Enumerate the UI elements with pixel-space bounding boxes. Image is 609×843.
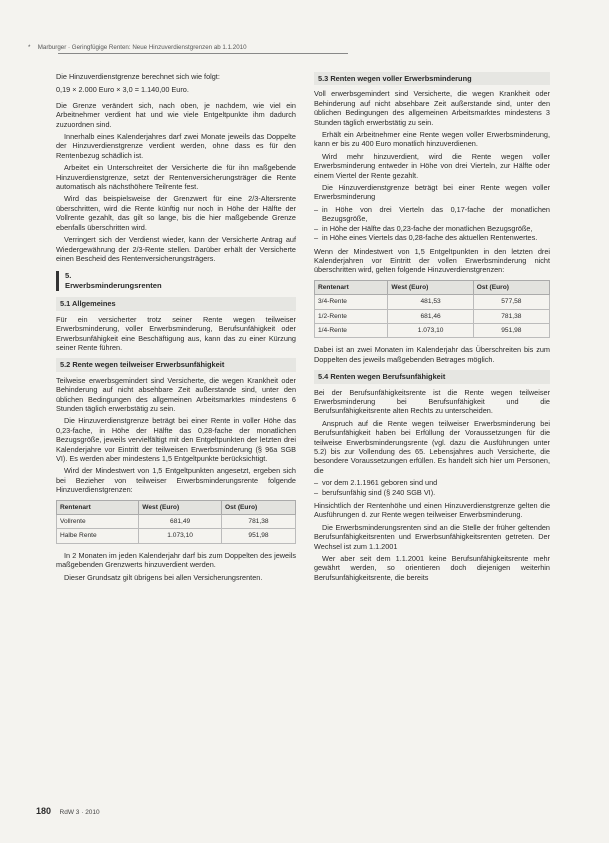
table-header-row — [57, 500, 296, 514]
paragraph: Teilweise erwerbsgemindert sind Versicherte, die wegen Krankheit oder Behinderung auf nicht absehbare Zeit außerstande sind, unter den üblichen Bedingungen des allgemeinen Arbeitsmarktes mindestens 6 Stunden täglich erwerbstätig zu sein. — [56, 375, 296, 413]
column-header: West (Euro) — [139, 500, 222, 514]
subsection-heading: 5.1 Allgemeines — [56, 297, 296, 310]
table-cell: 3/4-Rente — [315, 295, 388, 309]
subsection-heading: 5.2 Rente wegen teilweiser Erwerbsunfähigkeit — [56, 358, 296, 371]
paragraph: Die Hinzuverdienstgrenze beträgt bei einer Rente in voller Höhe das 0,23-fache, in Höhe der Hälfte das 0,28-fache der monatlichen Bezugsgröße, jeweils vervielfältigt mit den Entgeltpunkten der letzten drei Kalenderjahre vor Eintritt der teilweisen Erwerbsminderung (§ 96a SGB VI). Es werden aber mindestens 1,5 Entgeltpunkte berücksichtigt. — [56, 416, 296, 463]
list-item: – berufsunfähig sind (§ 240 SGB VI). — [314, 488, 550, 497]
left-column — [56, 72, 296, 585]
table-cell: 1/2-Rente — [315, 309, 388, 323]
table-row — [315, 295, 550, 309]
subsection-heading: 5.4 Renten wegen Berufsunfähigkeit — [314, 370, 550, 383]
paragraph: Wird mehr hinzuverdient, wird die Rente wegen voller Erwerbsminderung entweder in Höhe von drei Vierteln, zur Hälfte oder einem Viertel der Rente gezahlt. — [314, 151, 550, 180]
bullet-list — [314, 478, 550, 497]
table-cell: 681,49 — [139, 515, 222, 529]
table-cell: 951,98 — [473, 323, 549, 337]
paragraph: Erhält ein Arbeitnehmer eine Rente wegen voller Erwerbsminderung, kann er bis zu 400 Euro monatlich hinzuverdienen. — [314, 130, 550, 149]
paragraph: Für ein versicherter trotz seiner Rente wegen teilweiser Erwerbsminderung, voller Erwerbsminderung, Berufsunfähigkeit oder Erwerbsunfähigkeit eine Beschäftigung aus, kann das zu einer Kürzung seiner Rente führen. — [56, 314, 296, 352]
list-item: – in Höhe der Hälfte das 0,23-fache der monatlichen Bezugsgröße, — [314, 224, 550, 233]
paragraph: Innerhalb eines Kalenderjahres darf zwei Monate jeweils das Doppelte der Hinzuverdienstgrenze verdient werden, ohne dass es für den Rentenbezug schädlich ist. — [56, 132, 296, 160]
formula: 0,19 × 2.000 Euro × 3,0 = 1.140,00 Euro. — [56, 85, 189, 95]
page-number: 180 — [36, 806, 52, 816]
paragraph: Die Grenze verändert sich, nach oben, je nachdem, wie viel ein Arbeitnehmer verdient hat und wie viele Entgeltpunkte ihm dadurch zuzuordnen sind. — [56, 100, 296, 129]
table-cell: 1.073,10 — [388, 323, 473, 337]
paragraph: Anspruch auf die Rente wegen teilweiser Erwerbsminderung bei Berufsunfähigkeit haben bei Erfüllung der Voraussetzungen für die teilweise Erwerbsminderungsrente (vgl. dazu die Ausführungen unter 5.2) bis zur Vollendung des 65. Lebensjahres auch Versicherte, die besondere Voraussetzungen erfüllen. Es handelt sich hier um Personen, die — [314, 418, 550, 475]
paragraph: Wer aber seit dem 1.1.2001 keine Berufsunfähigkeitsrente mehr gewährt werden, so orientieren doch diejenigen weiterhin Berufsunfähigkeitsrente, die bereits — [314, 554, 550, 582]
paragraph: Hinsichtlich der Rentenhöhe und einen Hinzuverdienstgrenze gelten die Ausführungen d. zur Rente wegen teilweiser Erwerbsminderung. — [314, 501, 550, 520]
paragraph: In 2 Monaten im jeden Kalenderjahr darf bis zum Doppelten des jeweils maßgebenden Grenzwerts hinzuverdient werden. — [56, 550, 296, 570]
column-header: Rentenart — [57, 500, 139, 514]
intro-text: Die Hinzuverdienstgrenze berechnet sich wie folgt: — [56, 72, 220, 81]
table-cell: 781,38 — [222, 515, 296, 529]
list-item: – vor dem 2.1.1961 geboren sind und — [314, 478, 550, 487]
paragraph: Dabei ist an zwei Monaten im Kalenderjahr das Überschreiten bis zum Doppelten des jeweils maßgebenden Betrages möglich. — [314, 345, 550, 364]
table-row — [57, 515, 296, 529]
table-row — [315, 323, 550, 337]
table-row — [315, 309, 550, 323]
column-header: Rentenart — [315, 280, 388, 294]
section-title: Erwerbsminderungsrenten — [65, 281, 162, 291]
paragraph: Bei der Berufsunfähigkeitsrente ist die Rente wegen teilweiser Erwerbsminderung bei Berufsunfähigkeit und die Berufsunfähigkeitsrente alten Rechts zu unterscheiden. — [314, 387, 550, 416]
column-header: Ost (Euro) — [222, 500, 296, 514]
table-cell: Halbe Rente — [57, 529, 139, 543]
journal-reference: RdW 3 · 2010 — [59, 809, 100, 816]
section-heading-5 — [56, 271, 296, 291]
table-cell: 481,53 — [388, 295, 473, 309]
page-footer — [36, 806, 100, 816]
table-cell: 1/4-Rente — [315, 323, 388, 337]
limits-table-left — [56, 500, 296, 544]
running-header — [28, 44, 588, 51]
table-cell: 1.073,10 — [139, 529, 222, 543]
list-item: – in Höhe von drei Vierteln das 0,17-fache der monatlichen Bezugsgröße, — [314, 205, 550, 224]
table-cell: 781,38 — [473, 309, 549, 323]
list-item: – in Höhe eines Viertels das 0,28-fache des aktuellen Rentenwertes. — [314, 233, 550, 242]
paragraph: Wird das beispielsweise der Grenzwert für eine 2/3-Altersrente überschritten, wird die Rente künftig nur noch in Höhe der Hälfte der Vollrente gezahlt, das gilt so lange, bis die hier maßgebende Grenze ebenfalls überschritten wird. — [56, 194, 296, 232]
bullet-list — [314, 205, 550, 243]
limits-table-right — [314, 280, 550, 339]
paragraph: Verringert sich der Verdienst wieder, kann der Versicherte Antrag auf Wiedergewährung der 2/3-Rente stellen. Darüber erhält der Versicherte einen Bescheid des Rentenversicherungsträgers. — [56, 235, 296, 263]
paragraph: Voll erwerbsgemindert sind Versicherte, die wegen Krankheit oder Behinderung auf nicht absehbare Zeit außerstande sind, unter den üblichen Bedingungen des allgemeinen Arbeitsmarktes mindestens 3 Stunden täglich erwerbstätig zu sein. — [314, 89, 550, 127]
header-rule — [58, 53, 348, 54]
paragraph: Die Hinzuverdienstgrenze beträgt bei einer Rente wegen voller Erwerbsminderung — [314, 183, 550, 202]
paragraph: Die Erwerbsminderungsrenten sind an die Stelle der früher geltenden Berufsunfähigkeitsrenten und Erwerbsunfähigkeitsrenten getreten. Der Wechsel ist zum 1.1.2001 — [314, 522, 550, 551]
table-row — [57, 529, 296, 543]
table-cell: 681,46 — [388, 309, 473, 323]
subsection-heading: 5.3 Renten wegen voller Erwerbsminderung — [314, 72, 550, 85]
header-text: Marburger · Geringfügige Renten: Neue Hinzuverdienstgrenzen ab 1.1.2010 — [37, 44, 247, 51]
right-column — [314, 72, 550, 585]
header-marker: * — [28, 44, 31, 51]
paragraph: Wenn der Mindestwert von 1,5 Entgeltpunkten in den letzten drei Kalenderjahren vor Eintritt der vollen Erwerbsminderung nicht überschritten wird, gelten folgende Hinzuverdienstgrenzen: — [314, 246, 550, 275]
column-header: Ost (Euro) — [473, 280, 549, 294]
table-cell: 577,58 — [473, 295, 549, 309]
paragraph: Wird der Mindestwert von 1,5 Entgeltpunkten angesetzt, ergeben sich bei Bezieher von teilweiser Erwerbsminderungsrente folgende Hinzuverdienstgrenzen: — [56, 466, 296, 495]
table-cell: 951,98 — [222, 529, 296, 543]
paragraph: Arbeitet ein Unterschreitet der Versicherte die für ihn maßgebende Hinzuverdienstgrenze, setzt der Rentenversicherungsträger die Rente automatisch als nächsthöhere Teilrente fest. — [56, 163, 296, 192]
table-cell: Vollrente — [57, 515, 139, 529]
table-header-row — [315, 280, 550, 294]
column-header: West (Euro) — [388, 280, 473, 294]
paragraph: Dieser Grundsatz gilt übrigens bei allen Versicherungsrenten. — [64, 572, 263, 582]
section-number: 5. — [65, 271, 72, 281]
